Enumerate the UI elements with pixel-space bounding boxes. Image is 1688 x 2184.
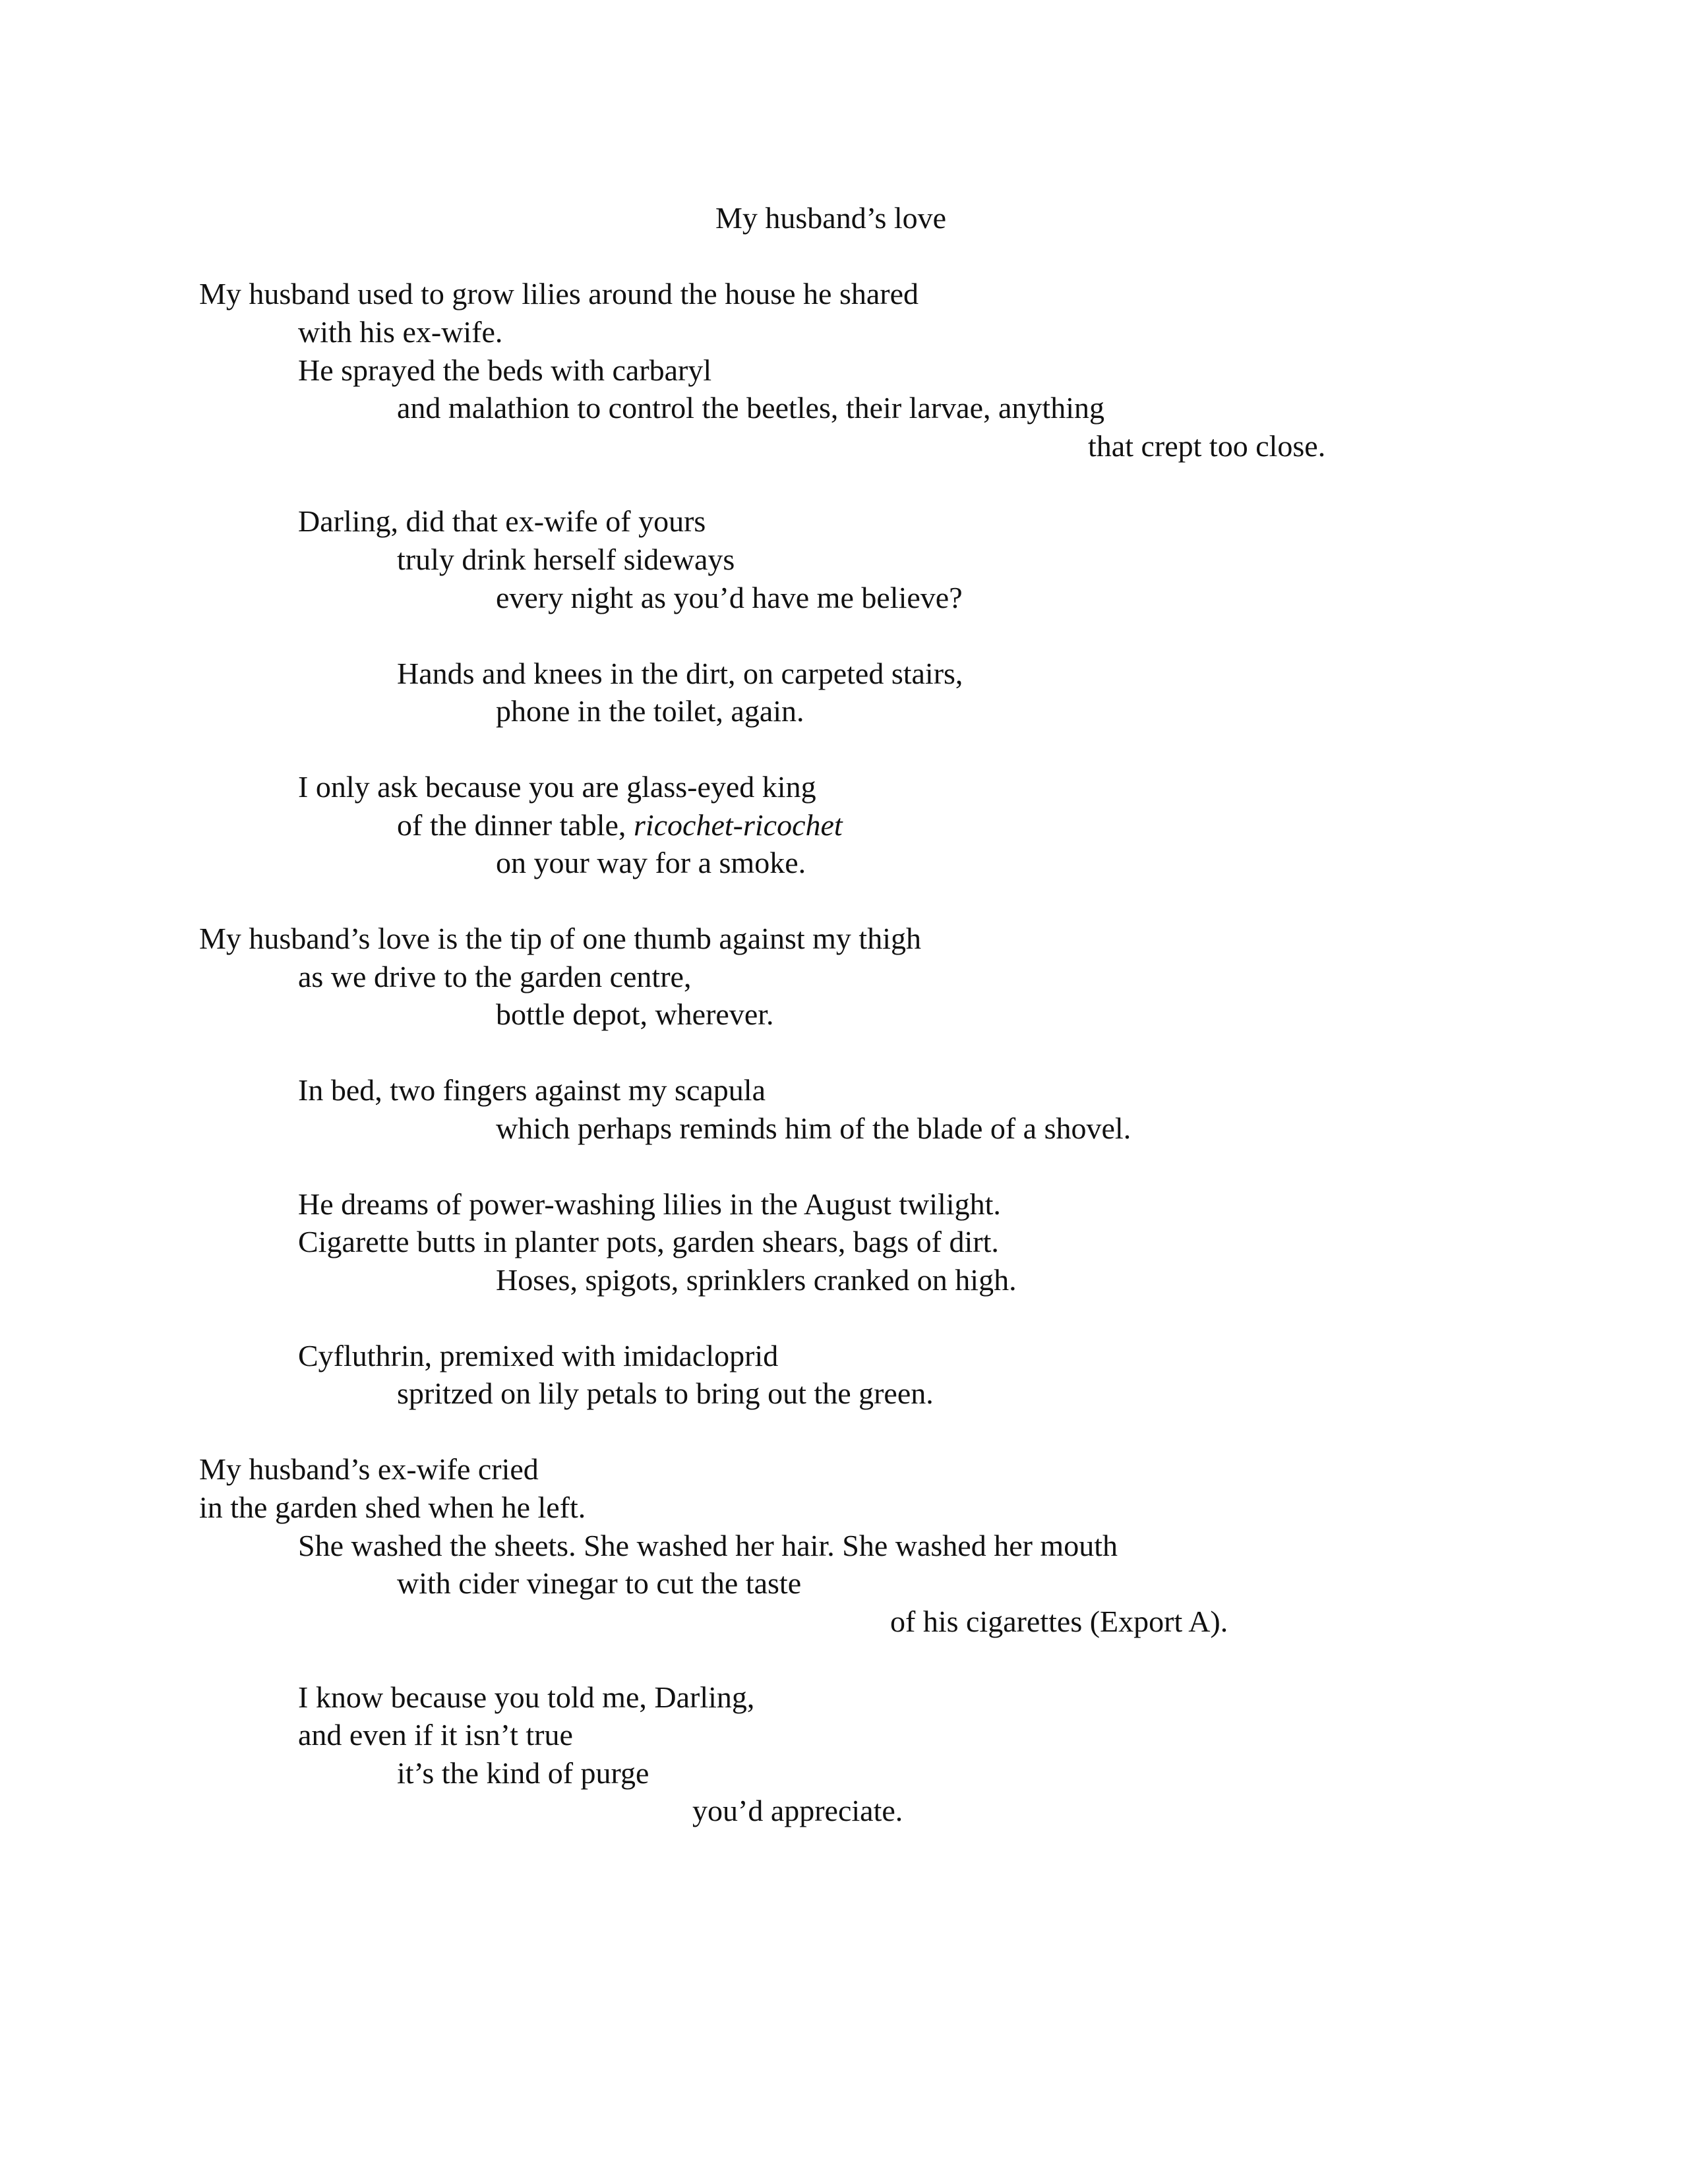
poem-line-text: of the dinner table, bbox=[397, 808, 634, 842]
poem-line: My husband’s ex-wife cried bbox=[199, 1452, 539, 1486]
poem-line-italic: ricochet-ricochet bbox=[633, 808, 843, 842]
poem-line bbox=[397, 806, 843, 844]
poem-line: Cigarette butts in planter pots, garden shears, bags of dirt. bbox=[298, 1225, 999, 1258]
poem-line: Darling, did that ex-wife of yours bbox=[298, 504, 706, 538]
poem-line: you’d appreciate. bbox=[692, 1794, 903, 1827]
poem-line: it’s the kind of purge bbox=[397, 1756, 649, 1790]
poem-title: My husband’s love bbox=[715, 201, 947, 235]
poem-line: She washed the sheets. She washed her hair. She washed her mouth bbox=[298, 1529, 1118, 1562]
poem-line: Cyfluthrin, premixed with imidacloprid bbox=[298, 1339, 779, 1372]
poem-line: He dreams of power-washing lilies in the August twilight. bbox=[298, 1187, 1001, 1221]
poem-line: that crept too close. bbox=[1088, 429, 1326, 463]
poem-line: My husband’s love is the tip of one thumb against my thigh bbox=[199, 922, 921, 955]
poem-line: as we drive to the garden centre, bbox=[298, 960, 692, 993]
poem-line: In bed, two fingers against my scapula bbox=[298, 1073, 766, 1107]
poem-line: I know because you told me, Darling, bbox=[298, 1680, 755, 1714]
poem-line: and malathion to control the beetles, their larvae, anything bbox=[397, 391, 1104, 425]
poem-line: in the garden shed when he left. bbox=[199, 1490, 586, 1524]
poem-line: spritzed on lily petals to bring out the green. bbox=[397, 1376, 934, 1410]
poem-line: My husband used to grow lilies around the house he shared bbox=[199, 277, 919, 310]
poem-line: He sprayed the beds with carbaryl bbox=[298, 353, 712, 387]
poem-line: bottle depot, wherever. bbox=[496, 997, 774, 1031]
poem-line: with his ex-wife. bbox=[298, 315, 503, 349]
poem-line: I only ask because you are glass-eyed king bbox=[298, 770, 816, 804]
poem-line: on your way for a smoke. bbox=[496, 846, 806, 879]
poem-line: and even if it isn’t true bbox=[298, 1718, 573, 1752]
poem-line: Hands and knees in the dirt, on carpeted stairs, bbox=[397, 657, 963, 690]
poem-line: phone in the toilet, again. bbox=[496, 694, 804, 728]
poem-line: Hoses, spigots, sprinklers cranked on high. bbox=[496, 1263, 1017, 1297]
poem-line: of his cigarettes (Export A). bbox=[890, 1605, 1228, 1638]
poem-line: with cider vinegar to cut the taste bbox=[397, 1566, 802, 1600]
poem-line: every night as you’d have me believe? bbox=[496, 581, 963, 614]
poem-line: which perhaps reminds him of the blade of a shovel. bbox=[496, 1111, 1131, 1145]
poem-line: truly drink herself sideways bbox=[397, 543, 735, 576]
